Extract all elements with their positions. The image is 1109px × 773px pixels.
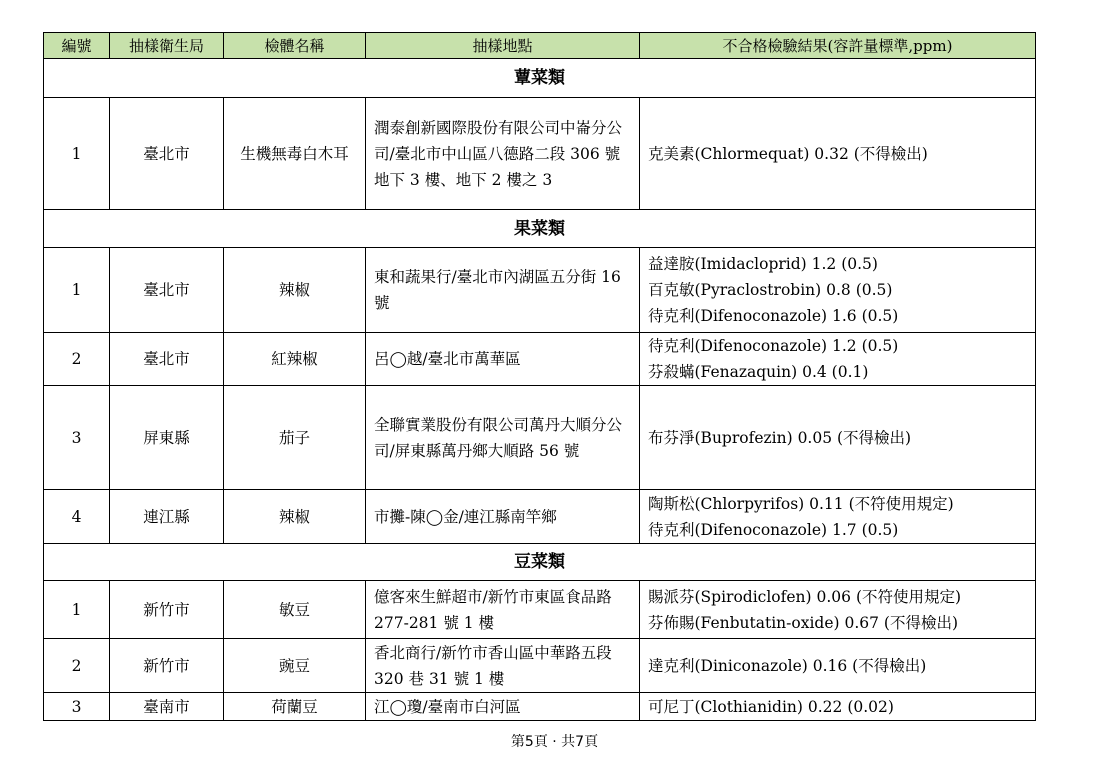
row-sample: 荷蘭豆 xyxy=(224,693,366,721)
row-no: 2 xyxy=(44,639,110,693)
row-results xyxy=(640,98,1036,210)
result-line: 芬殺蟎(Fenazaquin) 0.4 (0.1) xyxy=(648,363,869,381)
section-title: 果菜類 xyxy=(44,210,1036,248)
table-row xyxy=(44,386,1036,490)
row-sample: 紅辣椒 xyxy=(224,333,366,386)
row-location: 市攤-陳◯金/連江縣南竿鄉 xyxy=(366,490,640,544)
table-row xyxy=(44,490,1036,544)
table-row xyxy=(44,333,1036,386)
header-bureau: 抽樣衛生局 xyxy=(110,33,224,59)
table-row xyxy=(44,248,1036,333)
result-line: 達克利(Diniconazole) 0.16 (不得檢出) xyxy=(648,656,927,675)
row-location: 全聯實業股份有限公司萬丹大順分公司/屏東縣萬丹鄉大順路 56 號 xyxy=(366,386,640,490)
row-results xyxy=(640,386,1036,490)
section-title: 蕈菜類 xyxy=(44,59,1036,98)
row-location: 香北商行/新竹市香山區中華路五段 320 巷 31 號 1 樓 xyxy=(366,639,640,693)
row-sample: 辣椒 xyxy=(224,248,366,333)
row-results xyxy=(640,248,1036,333)
table-row xyxy=(44,693,1036,721)
result-line: 賜派芬(Spirodiclofen) 0.06 (不符使用規定) xyxy=(648,587,962,606)
row-results xyxy=(640,693,1036,721)
result-line: 可尼丁(Clothianidin) 0.22 (0.02) xyxy=(648,697,894,716)
result-line: 克美素(Chlormequat) 0.32 (不得檢出) xyxy=(648,144,928,163)
row-location: 江◯瓊/臺南市白河區 xyxy=(366,693,640,721)
row-sample: 辣椒 xyxy=(224,490,366,544)
inspection-results-table xyxy=(43,32,1036,721)
row-no: 4 xyxy=(44,490,110,544)
row-results xyxy=(640,581,1036,639)
row-bureau: 臺南市 xyxy=(110,693,224,721)
table-row xyxy=(44,98,1036,210)
section-title: 豆菜類 xyxy=(44,544,1036,581)
row-sample: 豌豆 xyxy=(224,639,366,693)
table-header-row xyxy=(44,33,1036,59)
row-results xyxy=(640,490,1036,544)
section-row xyxy=(44,59,1036,98)
row-results xyxy=(640,639,1036,693)
row-no: 1 xyxy=(44,248,110,333)
row-bureau: 連江縣 xyxy=(110,490,224,544)
row-sample: 生機無毒白木耳 xyxy=(224,98,366,210)
header-location: 抽樣地點 xyxy=(366,33,640,59)
result-line: 布芬淨(Buprofezin) 0.05 (不得檢出) xyxy=(648,428,912,447)
table-row xyxy=(44,581,1036,639)
row-results xyxy=(640,333,1036,386)
section-row xyxy=(44,210,1036,248)
row-bureau: 臺北市 xyxy=(110,248,224,333)
row-sample: 敏豆 xyxy=(224,581,366,639)
row-no: 1 xyxy=(44,581,110,639)
row-bureau: 臺北市 xyxy=(110,98,224,210)
result-line: 待克利(Difenoconazole) 1.7 (0.5) xyxy=(648,520,899,539)
row-no: 1 xyxy=(44,98,110,210)
result-line: 待克利(Difenoconazole) 1.6 (0.5) xyxy=(648,307,899,325)
header-results: 不合格檢驗結果(容許量標準,ppm) xyxy=(640,33,1036,59)
row-bureau: 新竹市 xyxy=(110,581,224,639)
row-bureau: 臺北市 xyxy=(110,333,224,386)
header-no: 編號 xyxy=(44,33,110,59)
row-location: 呂◯越/臺北市萬華區 xyxy=(366,333,640,386)
row-location: 潤泰創新國際股份有限公司中崙分公司/臺北市中山區八德路二段 306 號地下 3 樓、地下 2 樓之 3 xyxy=(366,98,640,210)
result-line: 芬佈賜(Fenbutatin-oxide) 0.67 (不得檢出) xyxy=(648,613,959,632)
row-location: 億客來生鮮超市/新竹市東區食品路 277-281 號 1 樓 xyxy=(366,581,640,639)
row-sample: 茄子 xyxy=(224,386,366,490)
header-sample: 檢體名稱 xyxy=(224,33,366,59)
result-line: 陶斯松(Chlorpyrifos) 0.11 (不符使用規定) xyxy=(648,494,954,513)
row-no: 2 xyxy=(44,333,110,386)
row-no: 3 xyxy=(44,386,110,490)
result-line: 待克利(Difenoconazole) 1.2 (0.5) xyxy=(648,337,899,355)
page-number: 第5頁 · 共7頁 xyxy=(510,734,599,750)
row-bureau: 屏東縣 xyxy=(110,386,224,490)
result-line: 百克敏(Pyraclostrobin) 0.8 (0.5) xyxy=(648,281,893,299)
row-no: 3 xyxy=(44,693,110,721)
row-location: 東和蔬果行/臺北市內湖區五分街 16 號 xyxy=(366,248,640,333)
row-bureau: 新竹市 xyxy=(110,639,224,693)
section-row xyxy=(44,544,1036,581)
table-row xyxy=(44,639,1036,693)
result-line: 益達胺(Imidacloprid) 1.2 (0.5) xyxy=(648,255,878,273)
